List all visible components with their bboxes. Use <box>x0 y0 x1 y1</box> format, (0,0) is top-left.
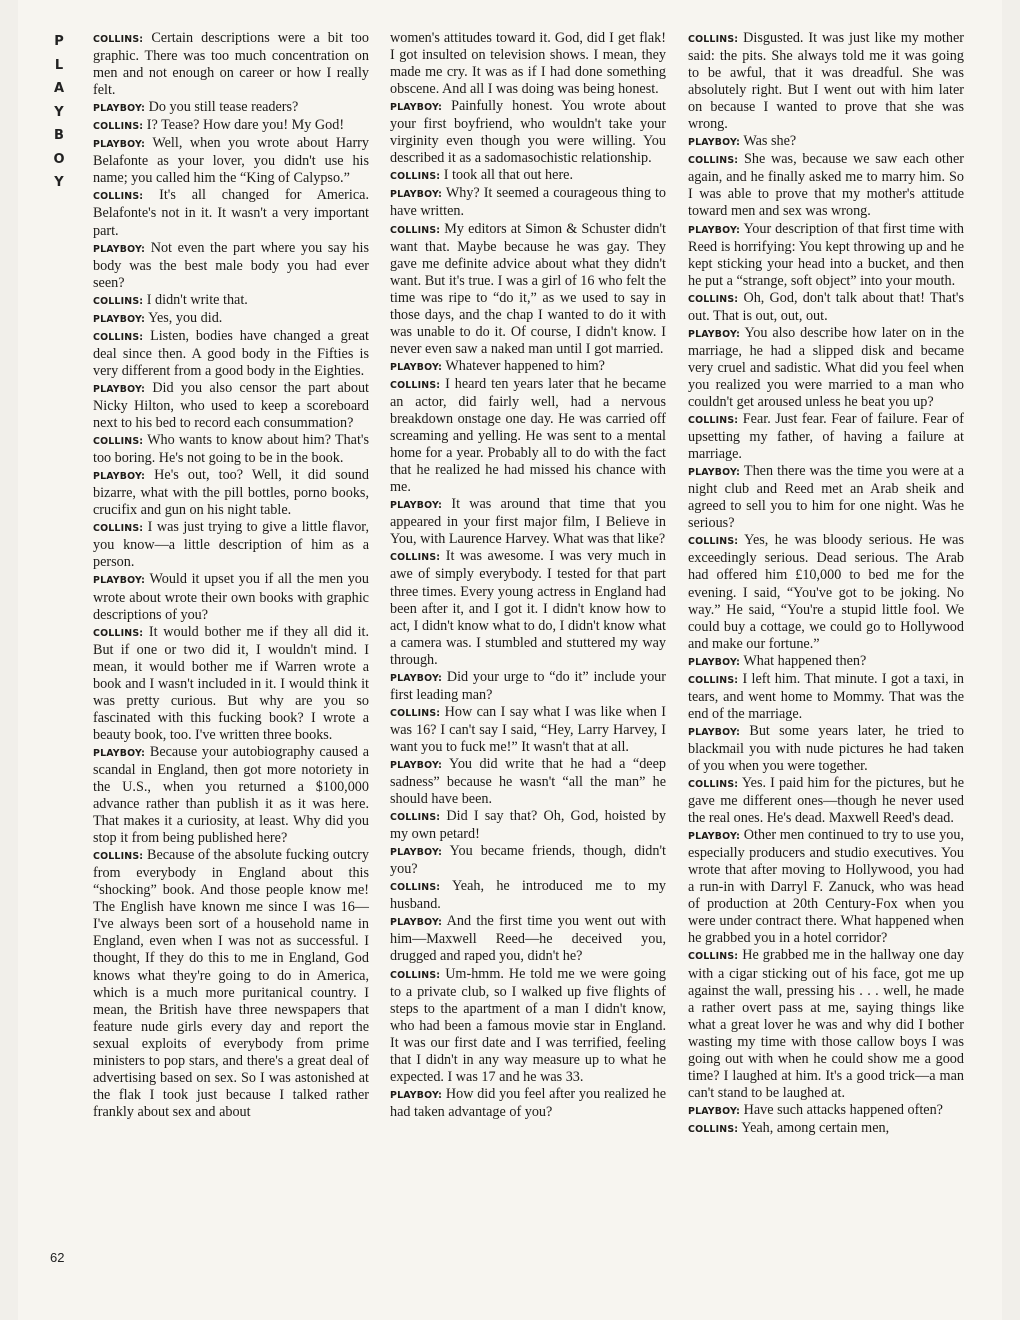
text-column-1 <box>93 30 369 1121</box>
speaker-label: PLAYBOY: <box>390 847 443 859</box>
paragraph-text: Fear. Just fear. Fear of failure. Fear of upsetting my father, of having a failure at marriage. <box>688 411 964 463</box>
speaker-label: COLLINS: <box>688 155 739 167</box>
paragraph-text: I? Tease? How dare you! My God! <box>143 117 345 134</box>
paragraph-text: She was, because we saw each other again, and he finally asked me to marry him. So I was able to prove that my mother's attitude toward men and sex was wrong. <box>688 151 964 220</box>
interview-paragraph <box>390 30 666 98</box>
speaker-label: COLLINS: <box>688 536 739 548</box>
speaker-label: COLLINS: <box>93 121 144 133</box>
paragraph-text: What happened then? <box>740 652 867 669</box>
speaker-label: PLAYBOY: <box>390 672 443 684</box>
speaker-label: PLAYBOY: <box>688 1105 741 1117</box>
speaker-label: COLLINS: <box>93 295 144 307</box>
paragraph-text: It was awesome. I was very much in awe of simply everybody. I tested for that part three times. Every young actress in England had been after it, and I got it. I didn't know how to act, I didn't know what to do, I didn't know what a camera was. I stumbled and stuttered my way through. <box>390 548 666 668</box>
interview-paragraph <box>688 151 964 220</box>
speaker-label: PLAYBOY: <box>390 189 443 201</box>
paragraph-text: Did I say that? Oh, God, hoisted by my own petard! <box>390 808 666 843</box>
speaker-label: PLAYBOY: <box>93 575 146 587</box>
interview-paragraph <box>390 1086 666 1121</box>
paragraph-text: Because of the absolute fucking outcry from everybody in England about this “shocking” book. And those people know me! The English have known me since I was 16—I've always been sort of a household name in England, even when I was not as successful. I thought, If they do this to me in England, God knows what they're going to do in America, which is a much more puritanical country. I mean, the British have three newspapers that feature nude girls every day and report the sexual exploits of everybody from prime ministers to pop stars, and there's a great deal of advertising based on sex. So I was astonished at the flak I took just because I talked rather frankly about sex and about <box>93 847 369 1120</box>
interview-paragraph <box>688 463 964 532</box>
paragraph-text: Painfully honest. You wrote about your first boyfriend, who wouldn't take your virginity even though you were willing. You described it as a sadomasochistic relationship. <box>390 98 666 167</box>
paragraph-text: I was just trying to give a little flavor, you know—a little description of him as a person. <box>93 519 369 571</box>
speaker-label: COLLINS: <box>93 191 144 203</box>
speaker-label: PLAYBOY: <box>688 467 741 479</box>
interview-paragraph <box>688 532 964 652</box>
interview-paragraph <box>688 947 964 1101</box>
paragraph-text: It's all changed for America. Belafonte's not in it. It wasn't a very important part. <box>93 187 369 239</box>
paragraph-text: Because your autobiography caused a scandal in England, then got more notoriety in the U.S., when you returned a $100,000 advance rather than publish it as it was here. That makes it a curiosity, at least. Why did you stop it from being published here? <box>93 743 369 847</box>
paragraph-text: How did you feel after you realized he had taken advantage of you? <box>390 1085 666 1120</box>
interview-paragraph <box>390 913 666 965</box>
interview-paragraph <box>688 133 964 151</box>
text-column-2 <box>390 30 666 1121</box>
speaker-label: PLAYBOY: <box>390 759 443 771</box>
paragraph-text: My editors at Simon & Schuster didn't want that. Maybe because he was gay. They gave me definite advice about what they didn't want. But it's true. I was a girl of 16 who felt the time was ripe to “do it,” as we used to say in those days, and the chap I wanted to do it with was unable to do it. Of course, I didn't know. I never even saw a naked man until I got married. <box>390 220 666 357</box>
interview-paragraph <box>93 135 369 187</box>
interview-paragraph <box>390 185 666 220</box>
speaker-label: COLLINS: <box>93 851 144 863</box>
speaker-label: COLLINS: <box>93 331 144 343</box>
speaker-label: COLLINS: <box>390 171 441 183</box>
interview-paragraph <box>93 187 369 239</box>
paragraph-text: It would bother me if they all did it. But if one or two did it, I wouldn't mind. I mean, it would bother me if Warren wrote a book and I wasn't included in it. I would think it was pretty curious. But why are you so fascinated with this fucking book? I wrote a beauty book, too. I've written three books. <box>93 623 369 743</box>
speaker-label: PLAYBOY: <box>93 103 146 115</box>
interview-paragraph <box>688 290 964 325</box>
speaker-label: PLAYBOY: <box>390 917 443 929</box>
paragraph-text: Yes, you did. <box>145 309 223 326</box>
interview-paragraph <box>390 358 666 376</box>
title-letter: O <box>53 151 65 167</box>
interview-paragraph <box>390 221 666 358</box>
speaker-label: PLAYBOY: <box>390 361 443 373</box>
interview-paragraph <box>688 1120 964 1138</box>
speaker-label: COLLINS: <box>93 627 144 639</box>
speaker-label: COLLINS: <box>688 779 739 791</box>
interview-paragraph <box>93 292 369 310</box>
interview-paragraph <box>390 98 666 167</box>
interview-paragraph <box>93 624 369 744</box>
speaker-label: PLAYBOY: <box>688 224 741 236</box>
paragraph-text: How can I say what I was like when I was 16? I can't say I said, “Hey, Larry Harvey, I want you to fuck me!” It wasn't that at all. <box>390 703 666 755</box>
interview-paragraph <box>390 167 666 185</box>
speaker-label: PLAYBOY: <box>93 243 146 255</box>
interview-paragraph <box>688 827 964 947</box>
speaker-label: COLLINS: <box>390 969 441 981</box>
title-letter: Y <box>54 104 64 120</box>
speaker-label: PLAYBOY: <box>390 102 443 114</box>
paragraph-text: You also describe how later on in the marriage, he had a slipped disk and became very cruel and sadistic. What did you feel when you realized you were married to a man who couldn't get aroused unless he beat you up? <box>688 324 964 410</box>
paragraph-text: Yes, he was bloody serious. He was exceedingly serious. Dead serious. The Arab had offered him £10,000 to bed me for the evening. I said, “You've got to be joking. No way.” He said, “You're a stupid little fool. We could buy a cottage, we could go to Hollywood and make our fortune.” <box>688 532 964 652</box>
paragraph-text: Disgusted. It was just like my mother said: the pits. She always told me it was going to be awful, that it was dreadful. She was absolutely right. But I went out with him later on because I wanted to prove that she was wrong. <box>688 30 964 133</box>
interview-paragraph <box>93 744 369 847</box>
interview-paragraph <box>93 519 369 571</box>
interview-paragraph <box>688 325 964 411</box>
speaker-label: PLAYBOY: <box>688 726 741 738</box>
speaker-label: PLAYBOY: <box>688 831 741 843</box>
paragraph-text: Have such attacks happened often? <box>740 1101 943 1118</box>
speaker-label: COLLINS: <box>390 224 441 236</box>
paragraph-text: Do you still tease readers? <box>145 99 299 116</box>
paragraph-text: Who wants to know about him? That's too boring. He's not going to be in the book. <box>93 432 369 467</box>
speaker-label: PLAYBOY: <box>688 328 741 340</box>
title-letter: P <box>54 34 64 49</box>
paragraph-text: I left him. That minute. I got a taxi, in tears, and went home to Mommy. That was the end of the marriage. <box>688 670 964 722</box>
speaker-label: PLAYBOY: <box>93 747 146 759</box>
page-number: 62 <box>50 1250 65 1265</box>
title-letter: A <box>53 81 65 96</box>
interview-paragraph <box>688 1102 964 1120</box>
interview-paragraph <box>390 843 666 878</box>
paragraph-text: Certain descriptions were a bit too graphic. There was too much concentration on men and not enough on career or how I really felt. <box>93 30 369 99</box>
paragraph-text: But some years later, he tried to blackmail you with nude pictures he had taken of you when you were together. <box>688 722 964 774</box>
paragraph-text: Yeah, among certain men, <box>738 1119 890 1136</box>
paragraph-text: And the first time you went out with him—Maxwell Reed—he deceived you, drugged and raped you, didn't he? <box>390 913 666 965</box>
paragraph-text: I didn't write that. <box>143 291 248 308</box>
paragraph-text: Listen, bodies have changed a great deal since then. A good body in the Fifties is very different from a good body in the Eighties. <box>93 327 369 379</box>
interview-paragraph <box>688 221 964 290</box>
speaker-label: PLAYBOY: <box>390 1089 443 1101</box>
paragraph-text: Not even the part where you say his body was the best male body you had ever seen? <box>93 239 369 291</box>
interview-paragraph <box>688 723 964 775</box>
interview-paragraph <box>688 671 964 723</box>
paragraph-text: I took all that out here. <box>440 167 574 184</box>
interview-paragraph <box>390 966 666 1086</box>
interview-paragraph <box>93 571 369 623</box>
paragraph-text: Did your urge to “do it” include your first leading man? <box>390 668 666 703</box>
interview-paragraph <box>390 704 666 756</box>
speaker-label: COLLINS: <box>688 951 739 963</box>
speaker-label: COLLINS: <box>390 882 441 894</box>
title-letter: Y <box>54 175 64 190</box>
paragraph-text: You became friends, though, didn't you? <box>390 843 666 878</box>
magazine-title-vertical <box>48 30 70 195</box>
speaker-label: PLAYBOY: <box>93 313 146 325</box>
speaker-label: COLLINS: <box>688 415 739 427</box>
speaker-label: PLAYBOY: <box>688 656 741 668</box>
speaker-label: COLLINS: <box>390 812 441 824</box>
interview-paragraph <box>93 30 369 99</box>
speaker-label: COLLINS: <box>93 436 144 448</box>
speaker-label: COLLINS: <box>93 34 144 45</box>
interview-paragraph <box>390 878 666 913</box>
paragraph-text: He's out, too? Well, it did sound bizarre, what with the pill bottles, porno books, crucifix and gun on his night table. <box>93 467 369 519</box>
speaker-label: PLAYBOY: <box>93 139 146 151</box>
interview-paragraph <box>390 548 666 668</box>
interview-paragraph <box>93 117 369 135</box>
interview-paragraph <box>688 653 964 671</box>
paragraph-text: Oh, God, don't talk about that! That's out. That is out, out, out. <box>688 289 964 324</box>
interview-paragraph <box>390 808 666 843</box>
interview-paragraph <box>688 30 964 133</box>
title-letter: L <box>54 57 64 73</box>
speaker-label: COLLINS: <box>688 674 739 686</box>
paragraph-text: Yes. I paid him for the pictures, but he gave me different ones—though he never used the real ones. He's dead. Maxwell Reed's dead. <box>688 775 964 827</box>
interview-paragraph <box>93 847 369 1121</box>
interview-paragraph <box>390 376 666 496</box>
speaker-label: COLLINS: <box>93 523 144 535</box>
speaker-label: PLAYBOY: <box>688 137 741 149</box>
paragraph-text: I heard ten years later that he became an actor, did fairly well, had a nervous breakdown onstage one day. He was carried off screaming and yelling. He was sent to a mental home for a year. Probably all to do with the fact that he realized he had missed his chance with me. <box>390 375 666 496</box>
interview-paragraph <box>93 467 369 519</box>
paragraph-text: Um-hmm. He told me we were going to a private club, so I walked up five flights of steps to the apartment of a man I didn't know, who had been a famous movie star in England. It was our first date and I was terrified, feeling that I didn't in any way measure up to what he expected. I was 17 and he was 33. <box>390 965 666 1085</box>
speaker-label: COLLINS: <box>390 379 441 391</box>
interview-paragraph <box>390 669 666 704</box>
interview-paragraph <box>688 411 964 463</box>
text-column-3 <box>688 30 964 1138</box>
interview-paragraph <box>93 310 369 328</box>
paragraph-text: It was around that time that you appeared in your first major film, I Believe in You, with Laurence Harvey. What was that like? <box>390 496 666 548</box>
paragraph-text: Would it upset you if all the men you wrote about wrote their own books with graphic descriptions of you? <box>93 571 369 623</box>
interview-paragraph <box>390 496 666 548</box>
paragraph-text: Why? It seemed a courageous thing to have written. <box>390 185 666 220</box>
interview-paragraph <box>390 756 666 808</box>
paragraph-text: Then there was the time you were at a night club and Reed met an Arab sheik and agreed to sell you to him for one night. Was he serious? <box>688 463 964 532</box>
speaker-label: PLAYBOY: <box>93 471 146 483</box>
paragraph-text: Did you also censor the part about Nicky Hilton, who used to keep a scoreboard next to his bed to record each consummation? <box>93 379 369 432</box>
title-letter: B <box>54 128 64 143</box>
speaker-label: PLAYBOY: <box>390 500 443 512</box>
paragraph-text: Other men continued to try to use you, especially producers and studio executives. You wrote that after moving to Hollywood, you had a run-in with Darryl F. Zanuck, who was head of production at 20th Century-Fox when you were under contract there. What happened when he grabbed you in a hotel corridor? <box>688 827 964 947</box>
speaker-label: COLLINS: <box>390 552 441 564</box>
interview-paragraph <box>93 328 369 380</box>
interview-paragraph <box>93 380 369 432</box>
paragraph-text: Yeah, he introduced me to my husband. <box>390 878 666 913</box>
speaker-label: COLLINS: <box>688 34 739 45</box>
paragraph-text: You did write that he had a “deep sadness” because he wasn't “all the man” he should have been. <box>390 755 666 808</box>
interview-paragraph <box>688 775 964 827</box>
paragraph-text: Was she? <box>740 133 797 150</box>
speaker-label: COLLINS: <box>390 707 441 719</box>
speaker-label: PLAYBOY: <box>93 383 146 395</box>
interview-paragraph <box>93 240 369 292</box>
paragraph-text: He grabbed me in the hallway one day with a cigar sticking out of his face, got me up against the wall, pressing his . . . well, he made a rather overt pass at me, saying things like what a great lover he was and why did I bother wasting my time with those callow boys I was going out with when he could show me a good time? I laughed at him. It's a good trick—a man can't stand to be laughed at. <box>688 947 964 1101</box>
paragraph-text: Whatever happened to him? <box>442 357 605 374</box>
paragraph-text: women's attitudes toward it. God, did I get flak! I got insulted on television shows. I mean, they made me cry. It was as if I had done something obscene. And all I was doing was being honest. <box>390 30 666 98</box>
paragraph-text: Well, when you wrote about Harry Belafonte as your lover, you didn't use his name; you called him the “King of Calypso.” <box>93 135 369 187</box>
speaker-label: COLLINS: <box>688 1123 739 1135</box>
interview-paragraph <box>93 99 369 117</box>
speaker-label: COLLINS: <box>688 293 739 305</box>
interview-paragraph <box>93 432 369 467</box>
paragraph-text: Your description of that first time with Reed is horrifying: You kept throwing up and he kept sticking your head into a bucket, and then he put a “strange, soft object” into your mouth. <box>688 220 964 289</box>
